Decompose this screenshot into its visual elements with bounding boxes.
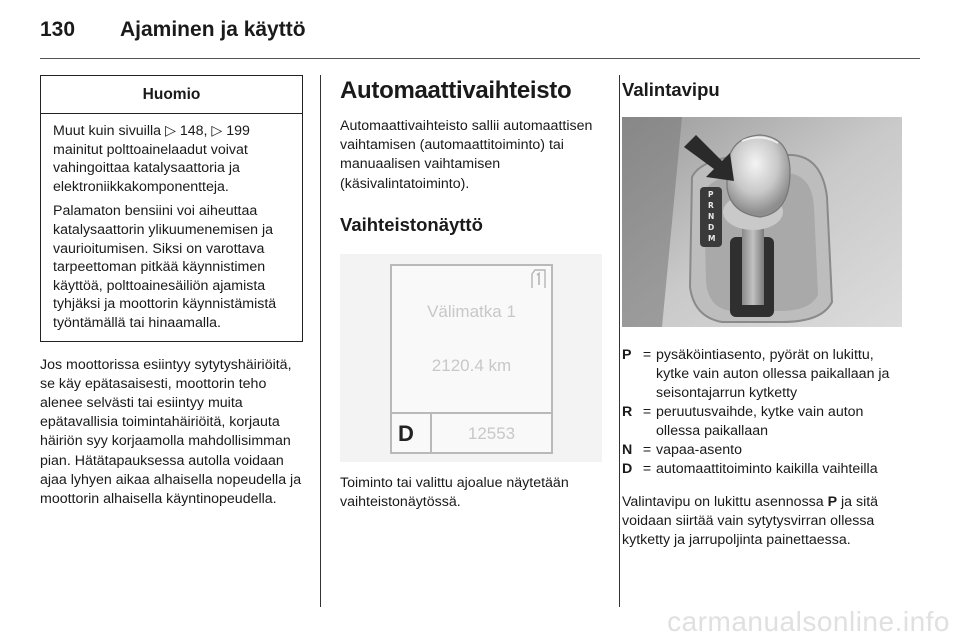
list-item	[622, 346, 902, 403]
notice-heading: Huomio	[41, 76, 302, 114]
notice-body	[41, 114, 302, 341]
watermark: carmanualsonline.info	[667, 606, 950, 637]
gate-label-n: N	[708, 212, 715, 221]
note-text: ja sitä voidaan siirtää vain sytytysvirran ollessa kytketty ja jarrupoljinta painettaessa.	[622, 494, 879, 549]
position-key: N	[622, 442, 633, 458]
position-eq: =	[642, 404, 652, 420]
page-header	[40, 18, 306, 48]
gear-indicator: D	[398, 420, 414, 446]
page-ref-199[interactable]: 199 mainitut polttoainelaadut voivat vahingoittaa katalysaattoria ja elektroniikkakomponentteja.	[53, 123, 250, 195]
automatic-intro: Automaattivaihteisto sallii automaattisen vaihtamisen (automaattitoiminto) tai manuaalisen vaihtamisen (käsivalintatoiminto).	[340, 118, 593, 192]
position-eq: =	[642, 347, 652, 363]
display-heading: Vaihteistonäyttö	[340, 213, 483, 235]
position-desc: peruutusvaihde, kytke vain auton ollessa paikallaan	[656, 404, 864, 439]
notice-text: Muut kuin sivuilla	[53, 123, 165, 139]
notice-paragraph-2: Palamaton bensiini voi aiheuttaa katalysaattorin ylikuumenemisen ja vaurioitumisen. Siksi on varottava tarpeettoman pitkää käynnistimen käyttöä, polttoainesäiliön ajamista tyhjäksi ja moottorin käynnistämistä työntämällä tai hinaamalla.	[53, 203, 277, 331]
page-ref-148[interactable]: 148,	[175, 123, 212, 139]
page-ref-icon[interactable]: ▷	[211, 123, 223, 139]
gate-label-r: R	[708, 201, 714, 210]
selector-note	[622, 493, 902, 551]
position-desc: vapaa-asento	[656, 442, 742, 458]
position-eq: =	[642, 442, 652, 458]
notice-paragraph-1	[53, 122, 292, 196]
page-number: 130	[40, 18, 76, 41]
odometer-value: 12553	[467, 423, 516, 443]
section-heading: Automaattivaihteisto	[340, 77, 572, 104]
display-frame	[390, 264, 553, 454]
column-right	[622, 75, 902, 551]
display-caption: Toiminto tai valittu ajoalue näytetään vaihteistonäytössä.	[340, 474, 569, 511]
trip-1-icon	[529, 268, 547, 290]
column-divider	[619, 75, 620, 607]
display-separator	[392, 412, 551, 414]
position-desc: pysäköintiasento, pyörät on lukittu, kytke vain auton ollessa paikallaan ja seisontajarrun kytketty	[656, 347, 890, 401]
selector-heading: Valintavipu	[622, 79, 720, 100]
position-key: D	[622, 461, 633, 477]
trip-label: Välimatka 1	[427, 301, 516, 321]
position-eq: =	[642, 461, 652, 477]
misfire-paragraph: Jos moottorissa esiintyy sytytyshäiriöitä, se käy epätasaisesti, moottorin teho alenee selvästi tai esiintyy muita epätavallisia toimintahäiriöitä, korjauta häiriön syy korjaamolla mahdollisimman pian. Hätätapauksessa autolla voidaan ajaa lyhyen aikaa alhaisella nopeudella ja moottorin alhaisella käyntinopeudella.	[40, 356, 302, 507]
page-title: Ajaminen ja käyttö	[120, 18, 306, 41]
trip-distance: 2120.4 km	[431, 355, 512, 375]
note-position-p: P	[827, 494, 838, 510]
position-desc: automaattitoiminto kaikilla vaihteilla	[656, 461, 878, 477]
header-rule	[40, 58, 920, 59]
transmission-display-figure	[340, 254, 602, 462]
position-key: P	[622, 347, 632, 363]
list-item	[622, 441, 902, 460]
position-key: R	[622, 404, 633, 420]
selector-position-list	[622, 346, 902, 479]
list-item	[622, 460, 902, 479]
gate-label-m: M	[708, 234, 716, 243]
list-item	[622, 403, 902, 441]
gate-label-d: D	[708, 223, 715, 232]
notice-box	[40, 75, 303, 342]
page-ref-icon[interactable]: ▷	[164, 123, 176, 139]
note-text: Valintavipu on lukittu asennossa	[622, 494, 828, 510]
column-middle	[340, 75, 602, 512]
column-left	[40, 75, 303, 509]
column-divider	[320, 75, 321, 607]
gate-label-p: P	[708, 190, 714, 199]
selector-lever-photo	[622, 117, 902, 327]
